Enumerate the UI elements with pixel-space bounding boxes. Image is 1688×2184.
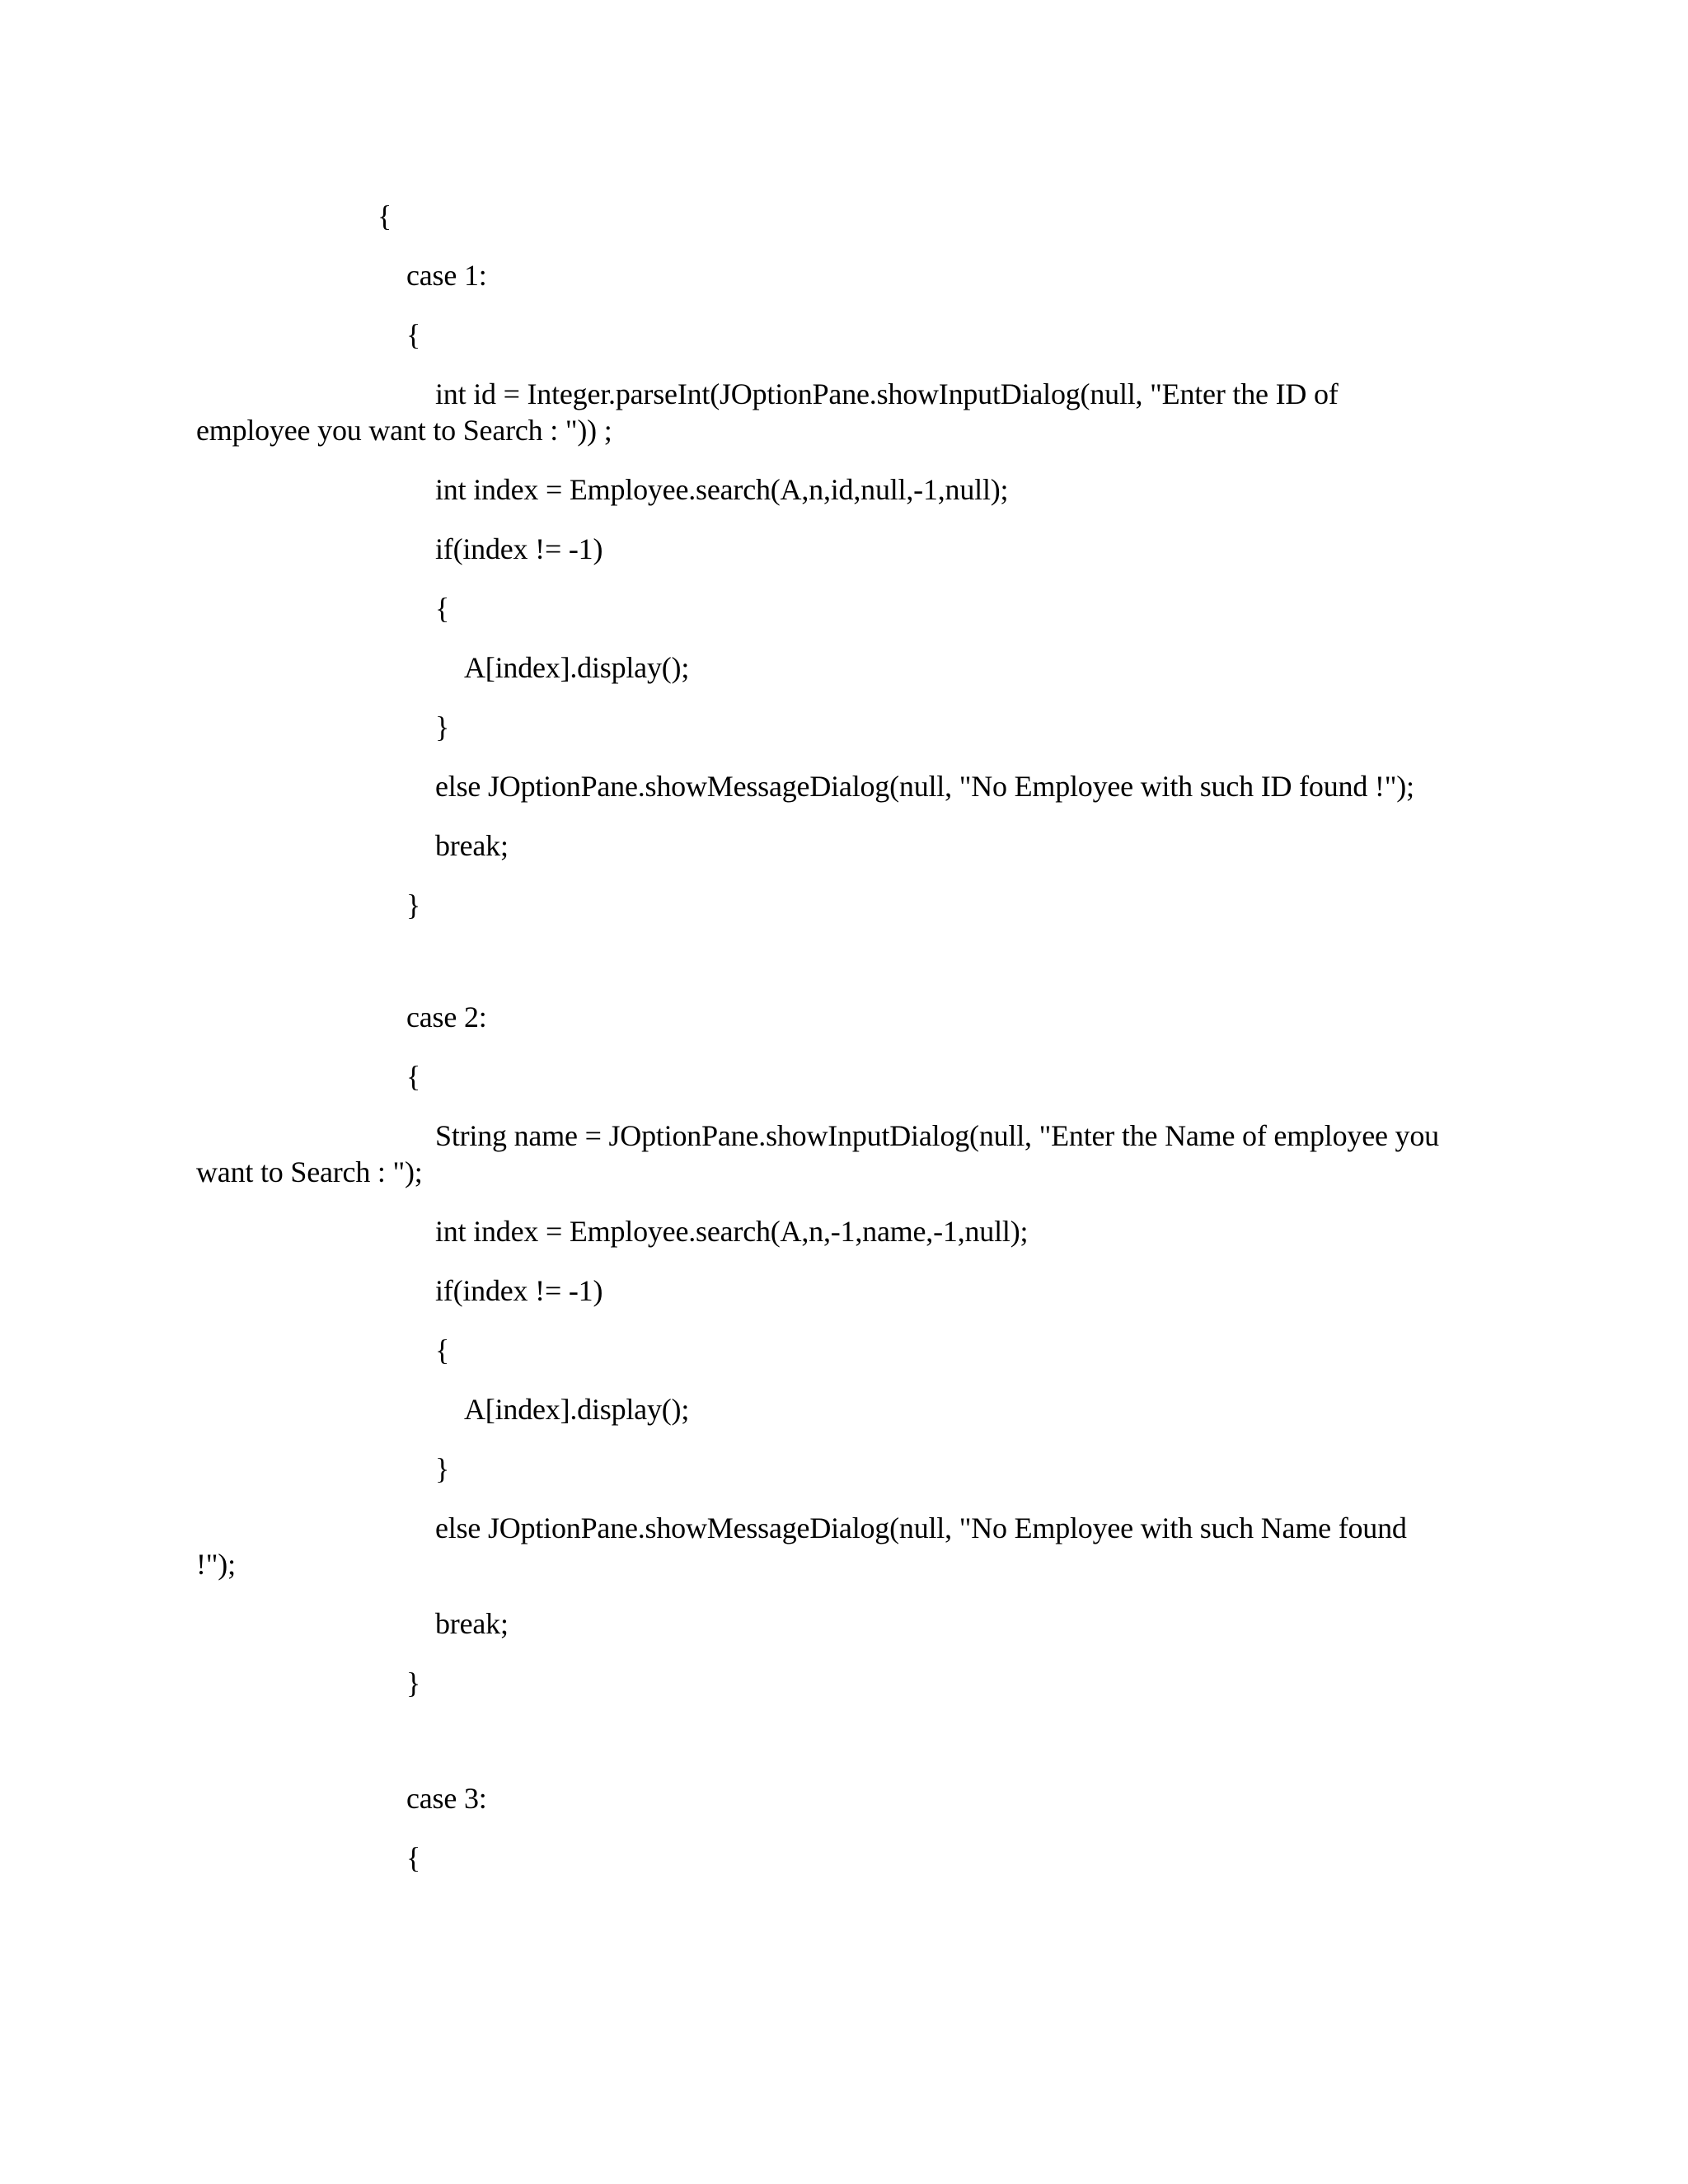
code-line: } [435, 1452, 450, 1485]
code-line: int id = Integer.parseInt(JOptionPane.showInputDialog(null, "Enter the ID of [435, 377, 1339, 410]
code-line: { [435, 592, 450, 625]
code-line: if(index != -1) [435, 1274, 603, 1307]
code-line: break; [435, 829, 509, 862]
code-line: int index = Employee.search(A,n,-1,name,-1,null); [435, 1215, 1029, 1248]
code-line: { [377, 199, 392, 232]
code-line: { [435, 1333, 450, 1366]
code-line: break; [435, 1607, 509, 1640]
code-line-wrap: !"); [196, 1548, 236, 1581]
code-line: if(index != -1) [435, 532, 603, 565]
code-line: { [406, 318, 421, 351]
code-line: } [406, 1666, 421, 1699]
code-line: case 1: [406, 259, 487, 292]
code-line: case 3: [406, 1782, 487, 1815]
code-line: A[index].display(); [464, 651, 690, 684]
code-line: { [406, 1841, 421, 1874]
code-line: } [435, 710, 450, 743]
code-line: else JOptionPane.showMessageDialog(null, "No Employee with such ID found !"); [435, 770, 1414, 803]
code-line-wrap: employee you want to Search : ")) ; [196, 414, 612, 447]
code-line-wrap: want to Search : "); [196, 1155, 423, 1188]
code-line: else JOptionPane.showMessageDialog(null, "No Employee with such Name found [435, 1511, 1407, 1544]
code-line: } [406, 888, 421, 921]
code-line: String name = JOptionPane.showInputDialog(null, "Enter the Name of employee you [435, 1119, 1439, 1152]
code-line: case 2: [406, 1001, 487, 1033]
code-line: A[index].display(); [464, 1393, 690, 1426]
code-line: { [406, 1060, 421, 1093]
code-line: int index = Employee.search(A,n,id,null,-1,null); [435, 473, 1009, 506]
